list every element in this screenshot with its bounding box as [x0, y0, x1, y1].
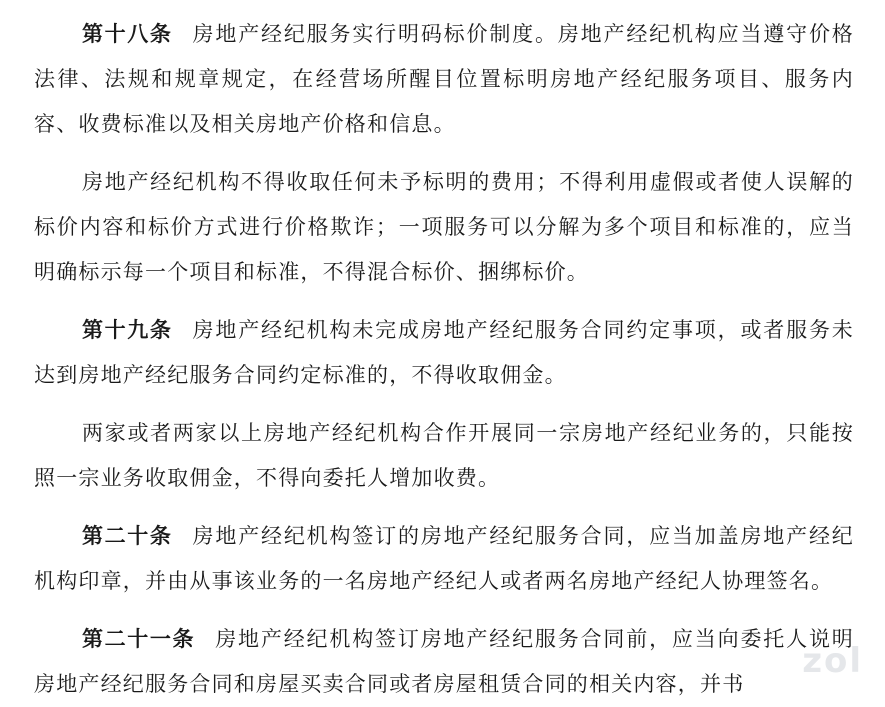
- article-21-number: 第二十一条: [82, 627, 196, 651]
- article-19-number: 第十九条: [82, 318, 173, 342]
- article-19-paragraph-1: [34, 308, 854, 398]
- document-body: [34, 12, 854, 707]
- article-18-paragraph-2: [34, 160, 854, 295]
- watermark-logo: zol: [802, 641, 863, 681]
- article-20-number: 第二十条: [82, 524, 173, 548]
- article-20-paragraph-1: [34, 514, 854, 604]
- article-18-text-1: 房地产经纪服务实行明码标价制度。房地产经纪机构应当遵守价格法律、法规和规章规定，在经营场所醒目位置标明房地产经纪服务项目、服务内容、收费标准以及相关房地产价格和信息。: [34, 22, 854, 136]
- article-21-text-1: 房地产经纪机构签订房地产经纪服务合同前，应当向委托人说明房地产经纪服务合同和房屋买卖合同或者房屋租赁合同的相关内容，并书: [34, 627, 854, 696]
- article-18-text-2: 房地产经纪机构不得收取任何未予标明的费用；不得利用虚假或者使人误解的标价内容和标价方式进行价格欺诈；一项服务可以分解为多个项目和标准的，应当明确标示每一个项目和标准，不得混合标价、捆绑标价。: [34, 170, 854, 284]
- article-18-paragraph-1: [34, 12, 854, 147]
- article-20-text-1: 房地产经纪机构签订的房地产经纪服务合同，应当加盖房地产经纪机构印章，并由从事该业务的一名房地产经纪人或者两名房地产经纪人协理签名。: [34, 524, 854, 593]
- article-19-paragraph-2: [34, 411, 854, 501]
- article-19-text-2: 两家或者两家以上房地产经纪机构合作开展同一宗房地产经纪业务的，只能按照一宗业务收取佣金，不得向委托人增加收费。: [34, 421, 854, 490]
- article-21-paragraph-1: [34, 617, 854, 707]
- article-19-text-1: 房地产经纪机构未完成房地产经纪服务合同约定事项，或者服务未达到房地产经纪服务合同约定标准的，不得收取佣金。: [34, 318, 854, 387]
- article-18-number: 第十八条: [82, 22, 173, 46]
